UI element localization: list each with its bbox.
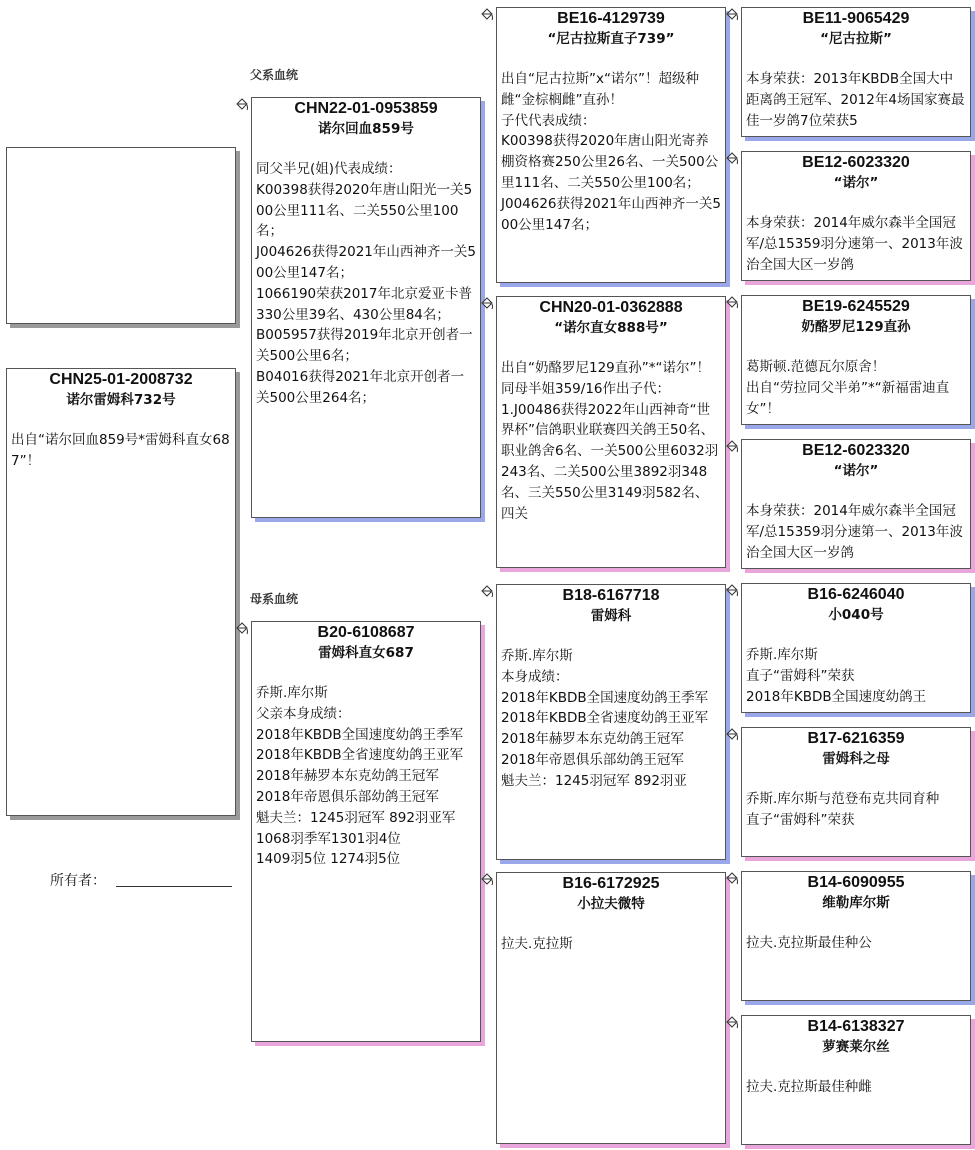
paint-bucket-icon[interactable] bbox=[725, 440, 739, 454]
pigeon-description: 出自“奶酪罗尼129直孙”*“诺尔”！ 同母半姐359/16作出子代： 1.J00486获得2022年山西神奇“世界杯”信鸽职业联赛四关鸽王50名、职业鸽舍6名、一关500公里6032羽243名、二关500公里3892羽348名、三关550公里3149羽582名、四关 bbox=[501, 360, 719, 522]
pigeon-name: 雷姆科之母 bbox=[822, 751, 890, 767]
paint-bucket-icon[interactable] bbox=[480, 585, 494, 599]
ring-number: B17-6216359 bbox=[807, 730, 905, 747]
pigeon-name: 维勒库尔斯 bbox=[822, 895, 890, 911]
pigeon-name: “尼古拉斯直子739” bbox=[547, 31, 675, 47]
dam-card[interactable] bbox=[251, 621, 481, 1042]
ring-number: CHN20-01-0362888 bbox=[539, 299, 683, 316]
paint-bucket-icon[interactable] bbox=[480, 297, 494, 311]
ring-number: CHN22-01-0953859 bbox=[294, 100, 438, 117]
paint-bucket-icon[interactable] bbox=[480, 8, 494, 22]
paint-bucket-icon[interactable] bbox=[480, 873, 494, 887]
owner-signature-line[interactable] bbox=[116, 886, 232, 887]
dam-sire-card[interactable] bbox=[496, 584, 726, 860]
pigeon-description: 拉夫.克拉斯最佳种公 bbox=[746, 935, 872, 951]
dd-sire-card[interactable] bbox=[741, 871, 971, 1001]
pigeon-name: 奶酪罗尼129直孙 bbox=[801, 319, 911, 335]
pigeon-name: 雷姆科直女687 bbox=[318, 645, 414, 661]
pigeon-name: 小040号 bbox=[828, 607, 884, 623]
pigeon-name: 小拉夫微特 bbox=[577, 896, 645, 912]
pigeon-description: 拉夫.克拉斯最佳种雌 bbox=[746, 1079, 872, 1095]
dam-dam-card[interactable] bbox=[496, 872, 726, 1144]
subject-card[interactable] bbox=[6, 368, 236, 816]
ring-number: BE12-6023320 bbox=[802, 442, 910, 459]
pigeon-description: 拉夫.克拉斯 bbox=[501, 936, 573, 952]
pigeon-description: 本身荣获：2013年KBDB全国大中距离鸽王冠军、2012年4场国家赛最佳一岁鸽7位荣获5 bbox=[746, 71, 965, 129]
paint-bucket-icon[interactable] bbox=[725, 584, 739, 598]
ring-number: BE19-6245529 bbox=[802, 298, 910, 315]
ds-sire-card[interactable] bbox=[741, 583, 971, 713]
paint-bucket-icon[interactable] bbox=[725, 152, 739, 166]
pigeon-name: 诺尔回血859号 bbox=[318, 121, 414, 137]
pigeon-name: 萝赛莱尔丝 bbox=[822, 1039, 890, 1055]
pigeon-description: 本身荣获：2014年威尔森半全国冠军/总15359羽分速第一、2013年波治全国大区一岁鸽 bbox=[746, 215, 963, 273]
ring-number: B14-6138327 bbox=[807, 1018, 905, 1035]
pigeon-description: 同父半兄(姐)代表成绩： K00398获得2020年唐山阳光一关500公里111名、二关550公里100名； J004626获得2021年山西神齐一关500公里147名； 1066190荣获2017年北京爱亚卡普330公里39名、430公里84名； B005957获得2019年北京开创者一关500公里6名； B04016获得2021年北京开创者一关500公里264名； bbox=[256, 161, 476, 406]
sd-dam-card[interactable] bbox=[741, 439, 971, 569]
ring-number: BE16-4129739 bbox=[557, 10, 665, 27]
pigeon-description: 出自“诺尔回血859号*雷姆科直女687”！ bbox=[11, 432, 230, 469]
paternal-line-label: 父系血统 bbox=[250, 68, 299, 82]
ring-number: B18-6167718 bbox=[562, 587, 660, 604]
pigeon-name: “诺尔” bbox=[833, 463, 879, 479]
pigeon-name: 诺尔雷姆科732号 bbox=[66, 392, 176, 408]
ss-sire-card[interactable] bbox=[741, 7, 971, 137]
ring-number: B16-6246040 bbox=[807, 586, 905, 603]
sire-dam-card[interactable] bbox=[496, 296, 726, 568]
ss-dam-card[interactable] bbox=[741, 151, 971, 281]
pigeon-name: “尼古拉斯” bbox=[820, 31, 892, 47]
pigeon-description: 出自“尼古拉斯”x“诺尔”！超级种雌“金棕榈雌”直孙！ 子代代表成绩： K00398获得2020年唐山阳光寄养棚资格赛250公里26名、一关500公里111名、二关550公里100名； J004626获得2021年山西神齐一关500公里147名； bbox=[501, 71, 721, 233]
dd-dam-card[interactable] bbox=[741, 1015, 971, 1145]
ring-number: CHN25-01-2008732 bbox=[49, 371, 193, 388]
pigeon-description: 葛斯顿.范德瓦尔原舍！ 出自“劳拉同父半弟”*“新福雷迪直女”！ bbox=[746, 359, 950, 417]
pigeon-description: 本身荣获：2014年威尔森半全国冠军/总15359羽分速第一、2013年波治全国大区一岁鸽 bbox=[746, 503, 963, 561]
sd-sire-card[interactable] bbox=[741, 295, 971, 425]
paint-bucket-icon[interactable] bbox=[235, 622, 249, 636]
ring-number: B16-6172925 bbox=[562, 875, 660, 892]
sire-card[interactable] bbox=[251, 97, 481, 518]
paint-bucket-icon[interactable] bbox=[725, 872, 739, 886]
ring-number: BE11-9065429 bbox=[802, 10, 910, 27]
pigeon-description: 乔斯.库尔斯 直子“雷姆科”荣获 2018年KBDB全国速度幼鸽王 bbox=[746, 647, 927, 705]
ring-number: BE12-6023320 bbox=[802, 154, 910, 171]
pigeon-name: “诺尔” bbox=[833, 175, 879, 191]
paint-bucket-icon[interactable] bbox=[725, 296, 739, 310]
pigeon-description: 乔斯.库尔斯 本身成绩： 2018年KBDB全国速度幼鸽王季军 2018年KBDB全省速度幼鸽王亚军 2018年赫罗本东克幼鸽王冠军 2018年帝恩俱乐部幼鸽王冠军 魁夫兰：1245羽冠军 892羽亚 bbox=[501, 648, 709, 789]
pigeon-name: “诺尔直女888号” bbox=[554, 320, 668, 336]
owner-label: 所有者： bbox=[50, 873, 106, 889]
pigeon-description: 乔斯.库尔斯与范登布克共同育种 直子“雷姆科”荣获 bbox=[746, 791, 940, 828]
sire-sire-card[interactable] bbox=[496, 7, 726, 283]
pigeon-name: 雷姆科 bbox=[590, 608, 632, 624]
ring-number: B20-6108687 bbox=[317, 624, 415, 641]
ring-number: B14-6090955 bbox=[807, 874, 905, 891]
ds-dam-card[interactable] bbox=[741, 727, 971, 857]
pigeon-description: 乔斯.库尔斯 父亲本身成绩： 2018年KBDB全国速度幼鸽王季军 2018年KBDB全省速度幼鸽王亚军 2018年赫罗本东克幼鸽王冠军 2018年帝恩俱乐部幼鸽王冠军 魁夫兰：1245羽冠军 892羽亚军 1068羽季军1301羽4位 1409羽5位 1274羽5位 bbox=[256, 685, 464, 868]
paint-bucket-icon[interactable] bbox=[725, 8, 739, 22]
paint-bucket-icon[interactable] bbox=[725, 728, 739, 742]
paint-bucket-icon[interactable] bbox=[235, 98, 249, 112]
maternal-line-label: 母系血统 bbox=[250, 592, 299, 606]
paint-bucket-icon[interactable] bbox=[725, 1016, 739, 1030]
photo-frame[interactable] bbox=[6, 147, 236, 324]
